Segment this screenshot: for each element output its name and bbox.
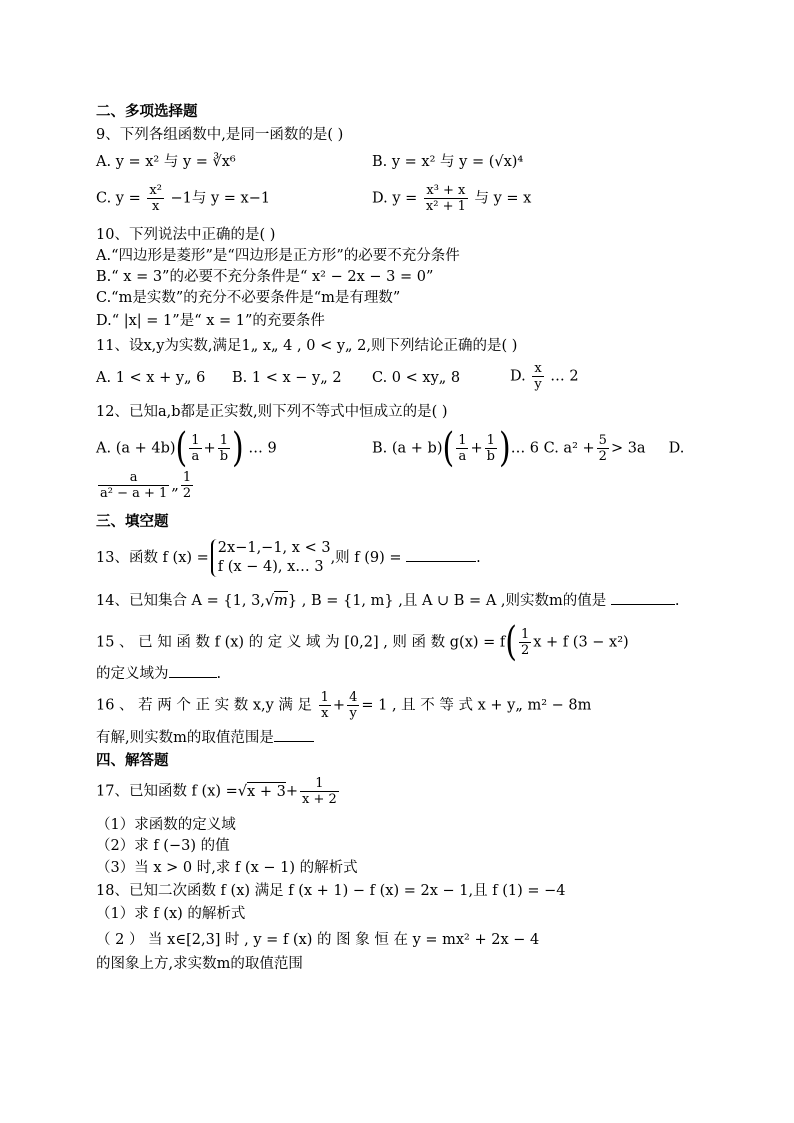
q14-suffix: } , B = {1, m} ,且 A ∪ B = A ,则实数m的值是 [287,593,607,609]
q11-d-prefix: D. [510,368,526,385]
q9-d-den: x² + 1 [425,199,466,214]
q16-frac1 [319,690,331,721]
q12-d-label: D. [668,440,685,457]
q15-lparen: ( [505,618,517,666]
q16-f2-den: y [349,706,357,721]
q16-frac2 [347,690,359,721]
q15-den: 2 [520,643,530,658]
q9-c-fraction [147,183,164,214]
q12-c-prefix: C. a² + [543,440,595,457]
q12-c-den: 2 [598,449,607,464]
q12-d-half-num: 1 [182,470,192,485]
section-heading-answer: 四、解答题 [96,753,169,769]
q16-line2-text: 有解,则实数m的取值范围是 [96,730,274,746]
q10-option-d: D.“ |x| = 1”是“ x = 1”的充要条件 [96,313,325,329]
q14: 14、已知集合 A = {1, 3,√m} , B = {1, m} ,且 A ∪ B = A ,则实数m的值是 . [96,590,679,611]
q10-option-c: C.“m是实数”的充分不必要条件是“m是有理数” [96,290,401,306]
q14-prefix: 14、已知集合 A = {1, 3, [96,593,265,609]
q16-prefix: 16 、 若 两 个 正 实 数 x,y 满 足 [96,697,313,714]
q17-den: x + 2 [301,792,337,807]
q17-stem: 17、已知函数 f (x) =√x + 3+ $\frac{1}{x + 2}$ [96,776,337,807]
q16-f1-den: x [321,706,329,721]
q18-stem: 18、已知二次函数 f (x) 满足 f (x + 1) − f (x) = 2x − 1,且 f (1) = −4 [96,883,566,899]
q15-prefix: 15 、 已 知 函 数 f (x) 的 定 义 域 为 [0,2] , 则 函 数 g(x) = f [96,634,506,651]
q12-stem: 12、已知a,b都是正实数,则下列不等式中恒成立的是( ) [96,404,448,420]
section-heading-multiple-choice: 二、多项选择题 [96,104,198,120]
q9-d-num: x³ + x [424,183,468,199]
q13-piecewise [211,539,331,577]
q12-d-rel: „ [171,477,179,494]
q12-b-frac2 [485,433,497,464]
q9-c-num: x² [149,183,162,198]
q9-option-a: A. y = x² 与 y = ∛x⁶ [96,154,236,170]
q12-c-suffix: > 3a [610,440,646,457]
q17-part1: （1）求函数的定义域 [96,817,236,833]
q11-d-fraction [532,361,543,392]
q9-stem: 9、下列各组函数中,是同一函数的是( ) [96,127,344,143]
q15-num: 1 [520,627,530,642]
q17-num: 1 [300,776,339,792]
q12-d-half-den: 2 [182,486,192,501]
q14-answer-blank[interactable] [611,590,675,605]
q16-f2-num: 4 [349,690,358,705]
q12-a-f2-num: 1 [218,433,230,449]
q12-a-f1-num: 1 [191,433,200,448]
q12-a-suffix: … 9 [248,440,277,457]
q9-d-suffix: 与 y = x [474,190,532,207]
q11-option-c: C. 0 < xy„ 8 [372,370,461,386]
q17-fraction [300,776,339,807]
q18-part2-line1: （ 2 ） 当 x∈[2,3] 时 , y = f (x) 的 图 象 恒 在 y = mx² + 2x − 4 [96,932,540,948]
q15-suffix: x + f (3 − x²) [533,634,629,651]
q12-c-fraction [597,433,609,464]
q17-part2: （2）求 f (−3) 的值 [96,838,230,854]
q12-d-num: a [98,470,169,486]
q12-b-f2-den: b [486,449,495,464]
q10-option-b: B.“ x = 3”的必要不充分条件是“ x² − 2x − 3 = 0” [96,269,434,285]
q12-a-frac1 [189,433,201,464]
q12-b-f2-num: 1 [485,433,497,449]
q12-a-f1-den: a [191,449,200,464]
q11-d-den: y [534,377,542,392]
q17-part3: （3）当 x > 0 时,求 f (x − 1) 的解析式 [96,860,358,876]
q12-a-prefix: A. (a + 4b) [96,440,176,457]
q9-d-prefix: D. y = [372,190,418,207]
q12-b-suffix: … 6 [510,440,540,457]
q17-prefix: 17、已知函数 f (x) = [96,783,238,800]
q15-answer-blank[interactable] [169,663,217,678]
q15-line2-text: 的定义域为 [96,666,169,682]
q12-d-den: a² − a + 1 [100,486,168,501]
q16-line1: 16 、 若 两 个 正 实 数 x,y 满 足 $\frac{1}{x}$ + $\frac{4}{y}$ = 1 , 且 不 等 式 x + y„ m² − 8m [96,690,592,721]
q11-option-a: A. 1 < x + y„ 6 [96,370,206,386]
q9-option-b: B. y = x² 与 y = (√x)⁴ [372,154,524,170]
q12-a-frac2 [218,433,230,464]
q15-line1 [96,618,629,666]
q12-option-b-c-d: B. (a + b)( $\frac{1}{a}$ + $\frac{1}{b}$ )… 6 C. a² + $\frac{5}{2}$ > 3a D. [372,424,685,472]
q15-line2: 的定义域为 . [96,663,221,684]
q16-answer-blank[interactable] [274,727,314,742]
q12-d-half [181,470,193,501]
q12-b-f1-den: a [458,449,467,464]
q14-root: m [274,593,288,609]
q18-part1: （1）求 f (x) 的解析式 [96,906,246,922]
q16-f1-num: 1 [320,690,329,705]
q17-plus: + [285,783,298,800]
q9-c-suffix: −1与 y = x−1 [170,190,271,207]
q13-prefix: 13、函数 f (x) = [96,550,209,566]
q12-d-fraction [98,470,169,501]
q16-suffix: = 1 , 且 不 等 式 x + y„ m² − 8m [361,697,592,714]
q13-case2: f (x − 4), x… 3 [217,559,324,575]
q16-line2 [96,727,314,748]
q18-part2-line2: 的图象上方,求实数m的取值范围 [96,956,303,972]
q12-a-lparen: ( [175,424,188,472]
q12-b-prefix: B. (a + b) [372,440,443,457]
q12-a-f2-den: b [219,449,229,464]
q13-case1: 2x−1,−1, x < 3 [217,540,331,556]
q10-stem: 10、下列说法中正确的是( ) [96,227,276,243]
q9-option-d [372,183,531,214]
q12-b-frac1 [456,433,468,464]
q9-d-fraction [424,183,468,214]
q13-suffix: ,则 f (9) = [330,550,402,566]
q12-b-f1-num: 1 [458,433,467,448]
q9-option-c [96,183,270,214]
q12-b-lparen: ( [442,424,455,472]
q12-option-d-expr [96,470,195,501]
q17-root: x + 3 [247,783,286,800]
q11-d-suffix: … 2 [550,368,579,385]
q15-fraction [519,627,531,658]
q12-option-a: A. (a + 4b)( $\frac{1}{a}$ + $\frac{1}{b}$ ) … 9 [96,424,277,472]
q11-stem: 11、设x,y为实数,满足1„ x„ 4 , 0 < y„ 2,则下列结论正确的是( ) [96,338,518,354]
q9-c-den: x [151,199,160,214]
q10-option-a: A.“四边形是菱形”是“四边形是正方形”的必要不充分条件 [96,248,460,264]
section-heading-fill-in: 三、填空题 [96,514,169,530]
q13-answer-blank[interactable] [406,547,476,562]
q11-option-b: B. 1 < x − y„ 2 [232,370,342,386]
q12-a-rparen: ) [232,424,244,472]
q12-c-num: 5 [598,433,607,448]
q13: 13、函数 f (x) = 2x−1,−1, x < 3 f (x − 4), x… 3 ,则 f (9) = . [96,540,481,575]
q11-option-d [510,361,579,392]
q12-b-rparen: ) [498,424,511,472]
q9-c-prefix: C. y = [96,190,141,207]
q11-d-num: x [532,361,543,377]
